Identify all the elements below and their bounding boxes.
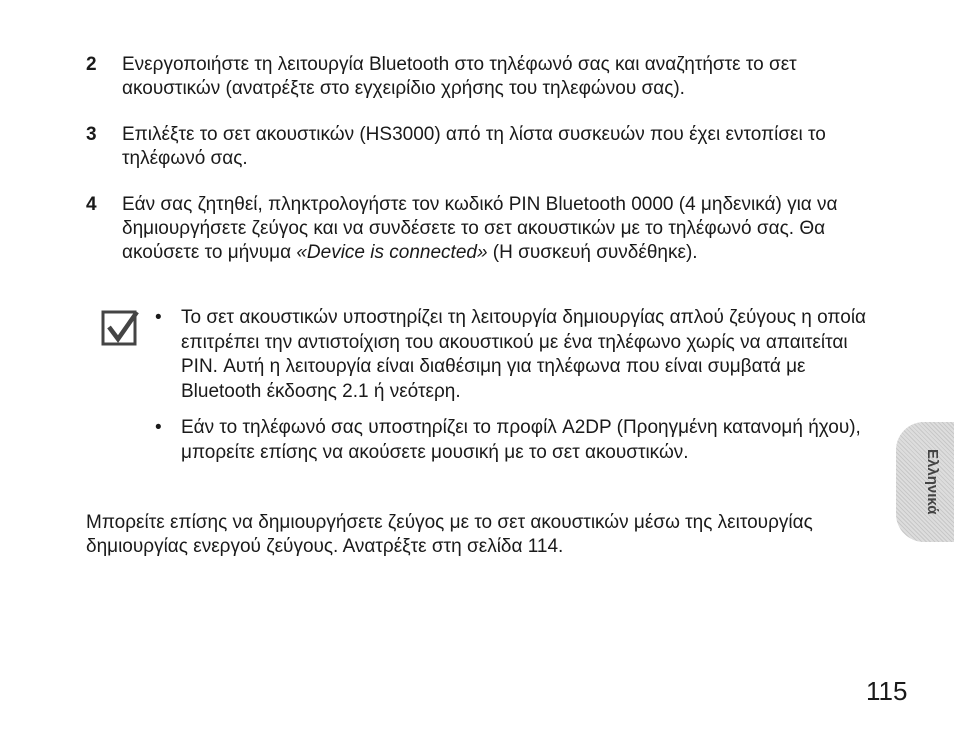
step-number: 3	[86, 124, 97, 145]
bullet: •	[155, 307, 162, 328]
language-tab	[896, 422, 954, 542]
language-tab-label: Ελληνικά	[924, 449, 941, 515]
step-text: Επιλέξτε το σετ ακουστικών (HS3000) από τη λίστα συσκευών που έχει εντοπίσει το τηλέφωνό σας.	[122, 124, 826, 169]
step-text-part: (Η συσκευή συνδέθηκε).	[487, 242, 698, 263]
step-text	[122, 193, 882, 265]
note-text: Εάν το τηλέφωνό σας υποστηρίζει το προφίλ A2DP (Προηγμένη κατανομή ήχου), μπορείτε επίσης να ακούσετε μουσική με το σετ ακουστικών.	[181, 417, 861, 463]
note-text: Το σετ ακουστικών υποστηρίζει τη λειτουργία δημιουργίας απλού ζεύγους η οποία επιτρέπει την αντιστοίχιση του ακουστικού με ένα τηλέφωνο χωρίς να απαιτείται PIN. Αυτή η λειτουργία είναι διαθέσιμη για τηλέφωνα που είναι συμβατά με Bluetooth έκδοσης 2.1 ή νεότερη.	[181, 307, 867, 402]
list-item	[155, 416, 875, 465]
device-connected-message: «Device is connected»	[296, 242, 488, 263]
checkbox-icon	[100, 308, 140, 348]
closing-paragraph: Μπορείτε επίσης να δημιουργήσετε ζεύγος με το σετ ακουστικών μέσω της λειτουργίας δημιουργίας ενεργού ζεύγους. Ανατρέξτε στη σελίδα 114.	[86, 512, 813, 557]
page-number: 115	[866, 676, 908, 706]
notes-list	[155, 306, 875, 477]
step-text-part: Εάν σας ζητηθεί, πληκτρολογήστε τον κωδικό PIN Bluetooth 0000 (4 μηδενικά) για να δημιουργήσετε ζεύγος και να συνδέσετε το σετ ακουστικών με το τηλέφωνό σας. Θα ακούσετε το μήνυμα	[122, 194, 838, 263]
step-number: 2	[86, 54, 97, 75]
list-item	[155, 306, 875, 404]
step-number: 4	[86, 194, 97, 215]
step-text: Ενεργοποιήστε τη λειτουργία Bluetooth στο τηλέφωνό σας και αναζητήστε το σετ ακουστικών (ανατρέξτε στο εγχειρίδιο χρήσης του τηλεφώνου σας).	[122, 54, 797, 99]
bullet: •	[155, 417, 162, 438]
